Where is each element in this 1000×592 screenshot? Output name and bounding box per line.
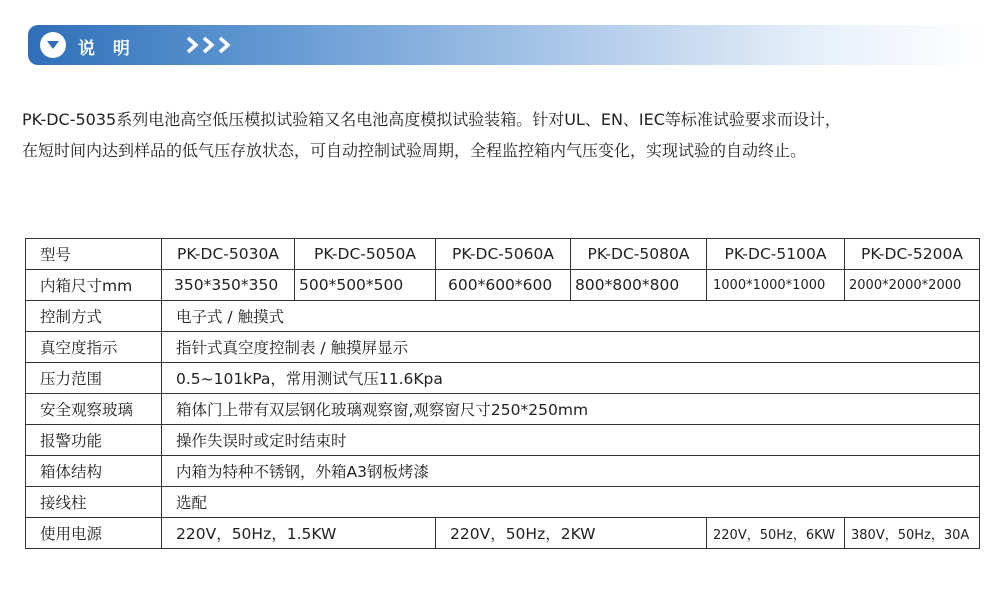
size-cell: 800*800*800 bbox=[571, 270, 707, 301]
table-row-control bbox=[26, 301, 980, 332]
row-label: 接线柱 bbox=[26, 487, 162, 518]
table-row-terminal bbox=[26, 487, 980, 518]
row-label: 使用电源 bbox=[26, 518, 162, 549]
row-label: 控制方式 bbox=[26, 301, 162, 332]
vacuum-value: 指针式真空度控制表 / 触摸屏显示 bbox=[162, 332, 980, 363]
table-row-model bbox=[26, 239, 980, 270]
row-label: 内箱尺寸mm bbox=[26, 270, 162, 301]
section-banner bbox=[28, 25, 986, 65]
window-value: 箱体门上带有双层钢化玻璃观察窗,观察窗尺寸250*250mm bbox=[162, 394, 980, 425]
table-row-inner-size bbox=[26, 270, 980, 301]
power-value: 380V，50Hz，30A bbox=[845, 518, 980, 549]
spec-table bbox=[25, 238, 980, 549]
model-cell: PK-DC-5060A bbox=[436, 239, 571, 270]
row-label: 压力范围 bbox=[26, 363, 162, 394]
table-row-alarm bbox=[26, 425, 980, 456]
size-cell: 500*500*500 bbox=[295, 270, 436, 301]
intro-line: 在短时间内达到样品的低气压存放状态，可自动控制试验周期，全程监控箱内气压变化，实现试验的自动终止。 bbox=[22, 141, 807, 160]
pressure-value: 0.5~101kPa，常用测试气压11.6Kpa bbox=[162, 363, 980, 394]
table-row-structure bbox=[26, 456, 980, 487]
model-cell: PK-DC-5080A bbox=[571, 239, 707, 270]
size-cell: 2000*2000*2000 bbox=[845, 270, 980, 301]
section-title: 说 明 bbox=[78, 39, 136, 59]
row-label: 安全观察玻璃 bbox=[26, 394, 162, 425]
model-cell: PK-DC-5200A bbox=[845, 239, 980, 270]
model-cell: PK-DC-5100A bbox=[707, 239, 845, 270]
alarm-value: 操作失误时或定时结束时 bbox=[162, 425, 980, 456]
intro-line: PK-DC-5035系列电池高空低压模拟试验箱又名电池高度模拟试验装箱。针对UL、EN、IEC等标准试验要求而设计， bbox=[22, 110, 841, 129]
model-cell: PK-DC-5030A bbox=[162, 239, 295, 270]
triple-chevron-right-icon bbox=[186, 35, 238, 59]
row-label: 报警功能 bbox=[26, 425, 162, 456]
intro-paragraph bbox=[22, 104, 982, 166]
size-cell: 600*600*600 bbox=[436, 270, 571, 301]
model-cell: PK-DC-5050A bbox=[295, 239, 436, 270]
size-cell: 1000*1000*1000 bbox=[707, 270, 845, 301]
row-label: 箱体结构 bbox=[26, 456, 162, 487]
power-value: 220V，50Hz，2KW bbox=[436, 518, 707, 549]
table-row-window bbox=[26, 394, 980, 425]
power-value: 220V，50Hz，1.5KW bbox=[162, 518, 436, 549]
structure-value: 内箱为特种不锈钢，外箱A3钢板烤漆 bbox=[162, 456, 980, 487]
power-value: 220V，50Hz，6KW bbox=[707, 518, 845, 549]
table-row-vacuum bbox=[26, 332, 980, 363]
table-row-pressure bbox=[26, 363, 980, 394]
terminal-value: 选配 bbox=[162, 487, 980, 518]
size-cell: 350*350*350 bbox=[162, 270, 295, 301]
chevron-down-circle-icon bbox=[40, 32, 66, 58]
row-label: 型号 bbox=[26, 239, 162, 270]
row-label: 真空度指示 bbox=[26, 332, 162, 363]
table-row-power bbox=[26, 518, 980, 549]
control-value: 电子式 / 触摸式 bbox=[162, 301, 980, 332]
